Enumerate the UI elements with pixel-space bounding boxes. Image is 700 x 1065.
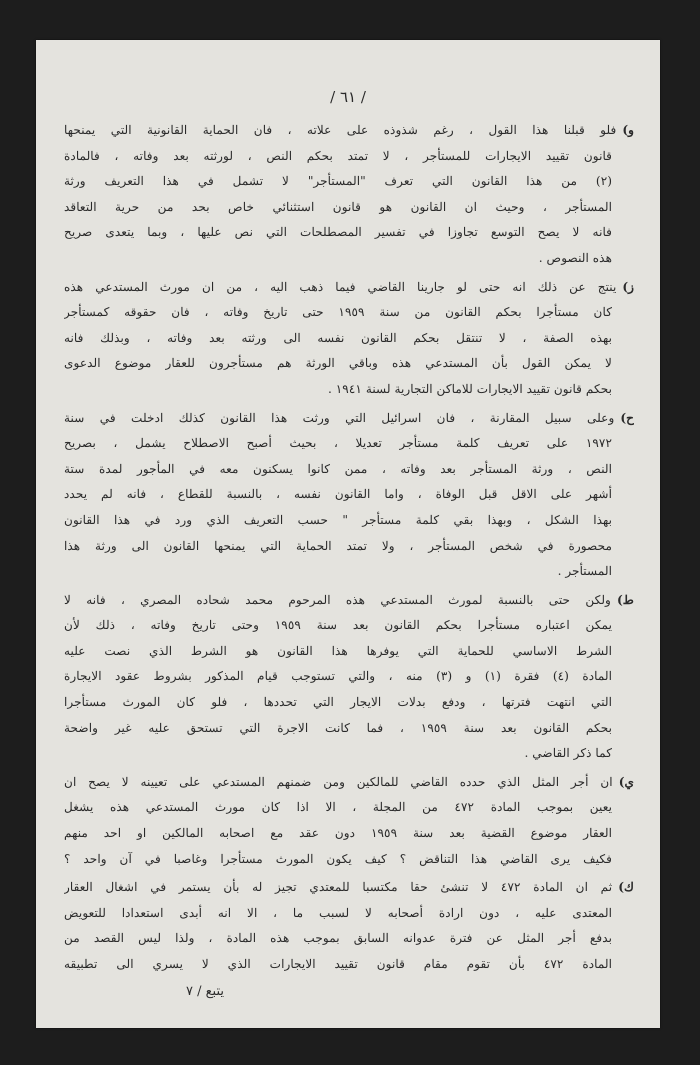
paragraph-line: المستأجر ، وحيث ان القانون هو قانون استثنائي خاص بحد من حرية التعاقد xyxy=(64,199,612,214)
paragraph-line: ان أجر المثل الذي حدده القاضي للمالكين ومن ضمنهم المستدعي على تعيينه لا يصح ان xyxy=(64,774,613,789)
paragraph-marker: ك) xyxy=(618,880,634,895)
paragraph-line: فكيف يرى القاضي هذا التناقض ؟ كيف يكون المورث مستأجرا وغاصبا في آن واحد ؟ xyxy=(64,851,612,866)
paragraph-line: يمكن اعتباره مستأجرا بحكم القانون بعد سنة ١٩٥٩ وحتى تاريخ وفاته ، ذلك لأن xyxy=(64,618,612,633)
paragraph-line: المستأجر . xyxy=(557,564,612,579)
paragraph-marker: ي) xyxy=(618,774,634,789)
paragraph-line: كما ذكر القاضي . xyxy=(524,746,612,761)
paragraph-marker: ح) xyxy=(620,410,634,425)
paragraph-marker: ز) xyxy=(622,279,634,294)
paragraph-kaf xyxy=(64,875,634,977)
paragraph-line: ثم ان المادة ٤٧٢ لا تنشئ حقا مكتسبا للمعتدي تجيز له بأن يستمر في اشغال العقار xyxy=(64,880,613,895)
page-number: / ٦١ / xyxy=(330,88,366,106)
paragraph-line: يعين بموجب المادة ٤٧٢ من المجلة ، الا اذا كان مورث المستدعي هذه يشغل xyxy=(64,800,612,815)
paragraph-line: بدفع أجر المثل عن فترة عدوانه السابق بموجب هذه المادة ، ولذا ليس القصد من xyxy=(64,931,612,946)
paragraph-line: كان مستأجرا بحكم القانون من سنة ١٩٥٩ حتى تاريخ وفاته ، فان حقوقه كمستأجر xyxy=(64,305,612,320)
continuation-note: يتبع / ٧ xyxy=(186,984,225,999)
paragraph-line: أشهر على الاقل قبل الوفاة ، واما القانون نفسه ، بالنسبة للقطاع ، فانه لم يحدد xyxy=(64,487,612,502)
paragraph-line: ١٩٧٢ على تعريف كلمة مستأجر تعديلا ، بحيث أصبح الاصطلاح يشمل ، بصريح xyxy=(64,436,612,451)
paragraph-line: بحكم القانون بعد سنة ١٩٥٩ ، فما كانت الاجرة التي تستحق عليه غير واضحة xyxy=(64,720,612,735)
paragraph-line: فانه لا يصح التوسع تجاوزا في تفسير المصطلحات التي نص عليها ، وبما يتعدى صريح xyxy=(64,225,612,240)
paragraph-line: المعتدى عليه ، دون ارادة أصحابه لا لسبب ما ، الا انه أبدى استعدادا للتعويض xyxy=(64,905,612,920)
document-body xyxy=(64,118,634,981)
paragraph-line: لا يمكن القول بأن المستدعي هذه وباقي الورثة هم مستأجرون للعقار موضوع الدعوى xyxy=(64,356,612,371)
paragraph-line: وعلى سبيل المقارنة ، فان اسرائيل التي ورثت هذا القانون كذلك ادخلت في سنة xyxy=(64,410,615,425)
paragraph-line: النص ، ورثة المستأجر بعد وفاته ، ممن كانوا يسكنون معه في المأجور لمدة ستة xyxy=(64,461,612,476)
paragraph-line: محصورة في شخص المستأجر ، ولا تمتد الحماية التي يمنحها القانون الى ورثة هذا xyxy=(64,538,612,553)
document-page xyxy=(36,40,660,1028)
paragraph-line: المادة ٤٧٢ بأن تقوم مقام قانون تقييد الايجارات الذي لا يسري الى تطبيقه xyxy=(64,957,613,971)
paragraph-line: ينتج عن ذلك انه حتى لو جارينا القاضي فيما ذهب اليه ، من ان مورث المستدعي هذه xyxy=(64,279,617,294)
paragraph-line: المادة (٤) فقرة (١) و (٣) منه ، والتي تستوجب قيام المذكور بشروط عقود الايجارة xyxy=(64,669,612,684)
paragraph-line: بحكم قانون تقييد الايجارات للاماكن التجارية لسنة ١٩٤١ . xyxy=(328,381,612,396)
paragraph-line: فلو قبلنا هذا القول ، رغم شذوذه على علاته ، فان الحماية القانونية التي يمنحها xyxy=(64,123,617,137)
paragraph-marker: و) xyxy=(622,123,634,137)
paragraph-ya xyxy=(64,770,634,872)
paragraph-zay xyxy=(64,275,634,403)
paragraph-line: الشرط الاساسي للحماية التي يوفرها هذا القانون هو الشرط الذي نصت عليه xyxy=(64,643,612,658)
paragraph-line: (٢) من هذا القانون التي تعرف "المستأجر" لا تشمل في هذا التعريف ورثة xyxy=(64,174,612,189)
paragraph-line: هذه النصوص . xyxy=(538,250,612,265)
paragraph-line: بهذا الشكل ، وبهذا بقي كلمة مستأجر " حسب التعريف الذي ورد في هذا القانون xyxy=(64,512,612,527)
paragraph-line: قانون تقييد الايجارات للمستأجر ، لا تمتد بحكم النص ، لورثته بعد وفاته ، فالمادة xyxy=(64,148,612,163)
paragraph-line: ولكن حتى بالنسبة لمورث المستدعي هذه المرحوم محمد شحاده المصري ، فانه لا xyxy=(64,592,611,607)
paragraph-marker: ط) xyxy=(616,592,634,607)
paragraph-line: التي انتهت فترتها ، ودفع بدلات الايجار التي تحددها ، فلو كان المورث مستأجرا xyxy=(64,695,612,710)
paragraph-line: بهذه الصفة ، لا تنتقل بحكم القانون نفسه الى ورثته بعد وفاته ، وبذلك فانه xyxy=(64,330,612,345)
paragraph-line: العقار موضوع القضية بعد سنة ١٩٥٩ دون عقد مع اصحابه المالكين او احد منهم xyxy=(64,826,612,841)
paragraph-ha xyxy=(64,406,634,585)
paragraph-waw xyxy=(64,118,634,272)
paragraph-ta xyxy=(64,588,634,767)
